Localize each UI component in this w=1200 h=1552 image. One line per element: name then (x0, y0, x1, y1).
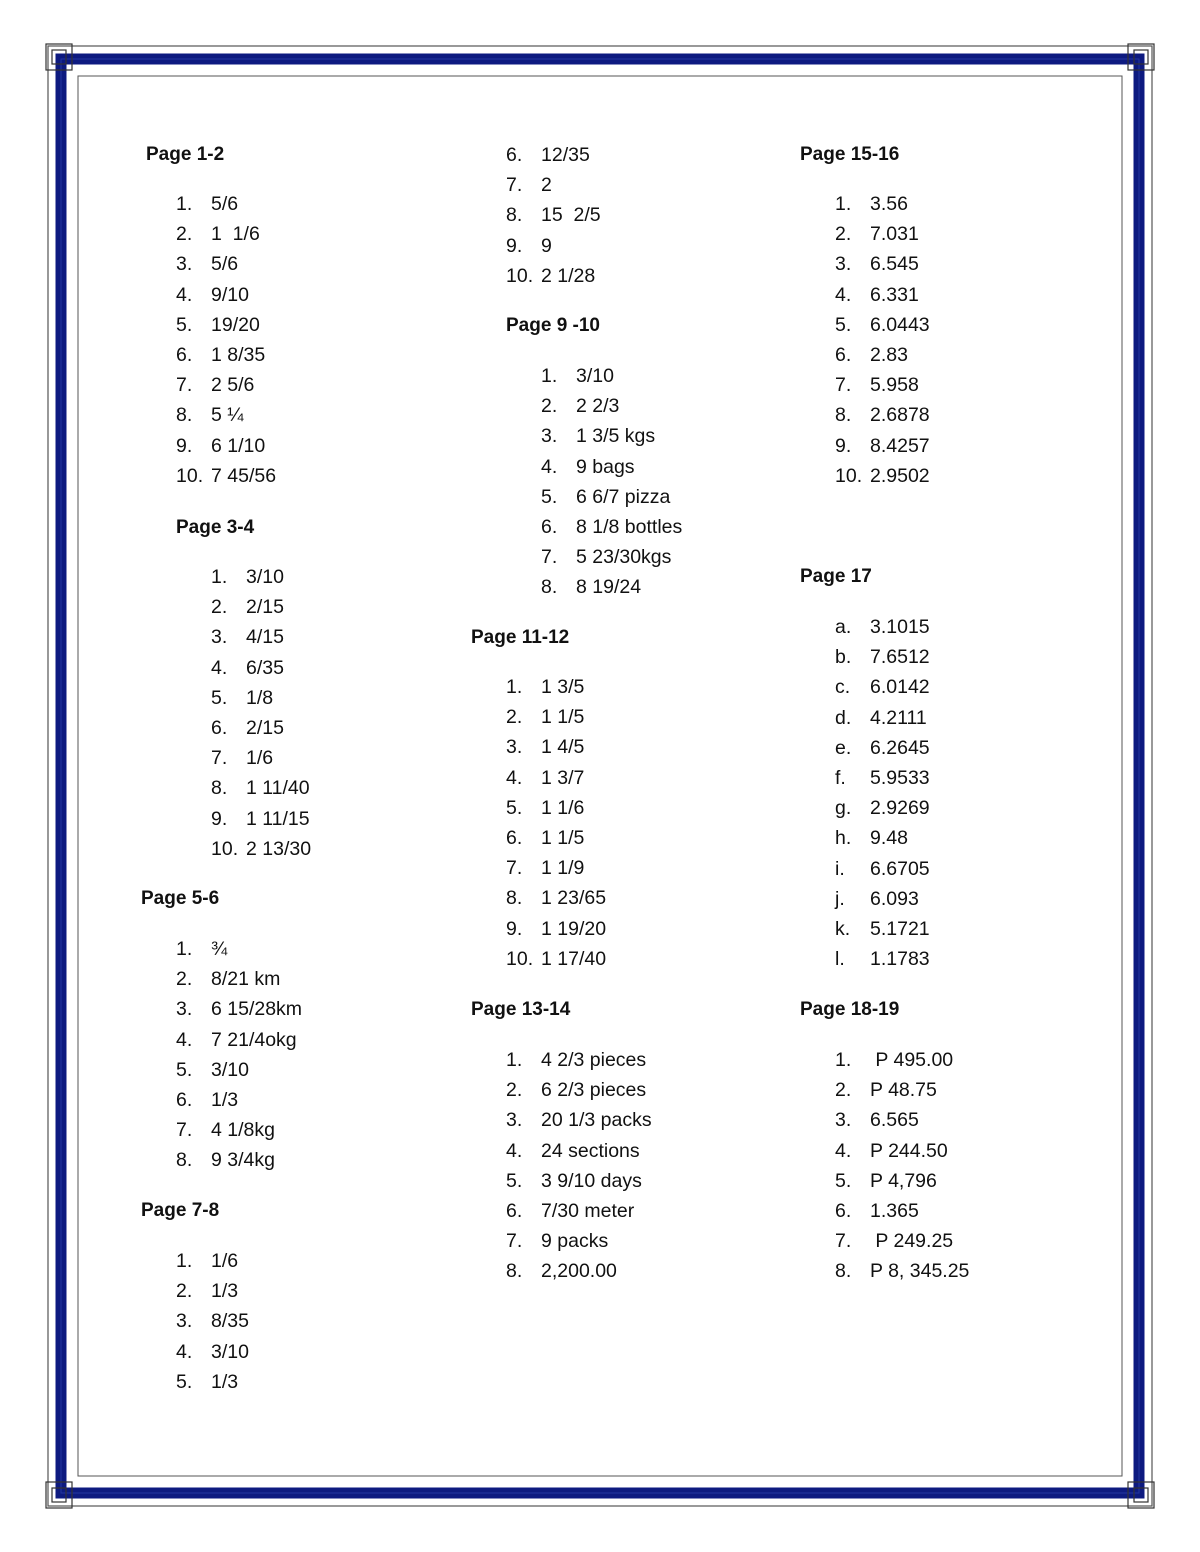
section-title-page-11-12: Page 11-12 (471, 627, 570, 648)
section-title-page-5-6: Page 5-6 (141, 888, 220, 909)
section-title-page-3-4: Page 3-4 (176, 517, 255, 538)
section-title-page-7-8: Page 7-8 (141, 1200, 220, 1221)
section-title-page-9-10: Page 9 -10 (506, 315, 600, 336)
section-title-page-18-19: Page 18-19 (800, 999, 900, 1020)
section-title-page-1-2: Page 1-2 (146, 144, 225, 165)
section-title-page-17: Page 17 (800, 566, 872, 587)
section-title-page-15-16: Page 15-16 (800, 144, 900, 165)
section-title-page-13-14: Page 13-14 (471, 999, 571, 1020)
